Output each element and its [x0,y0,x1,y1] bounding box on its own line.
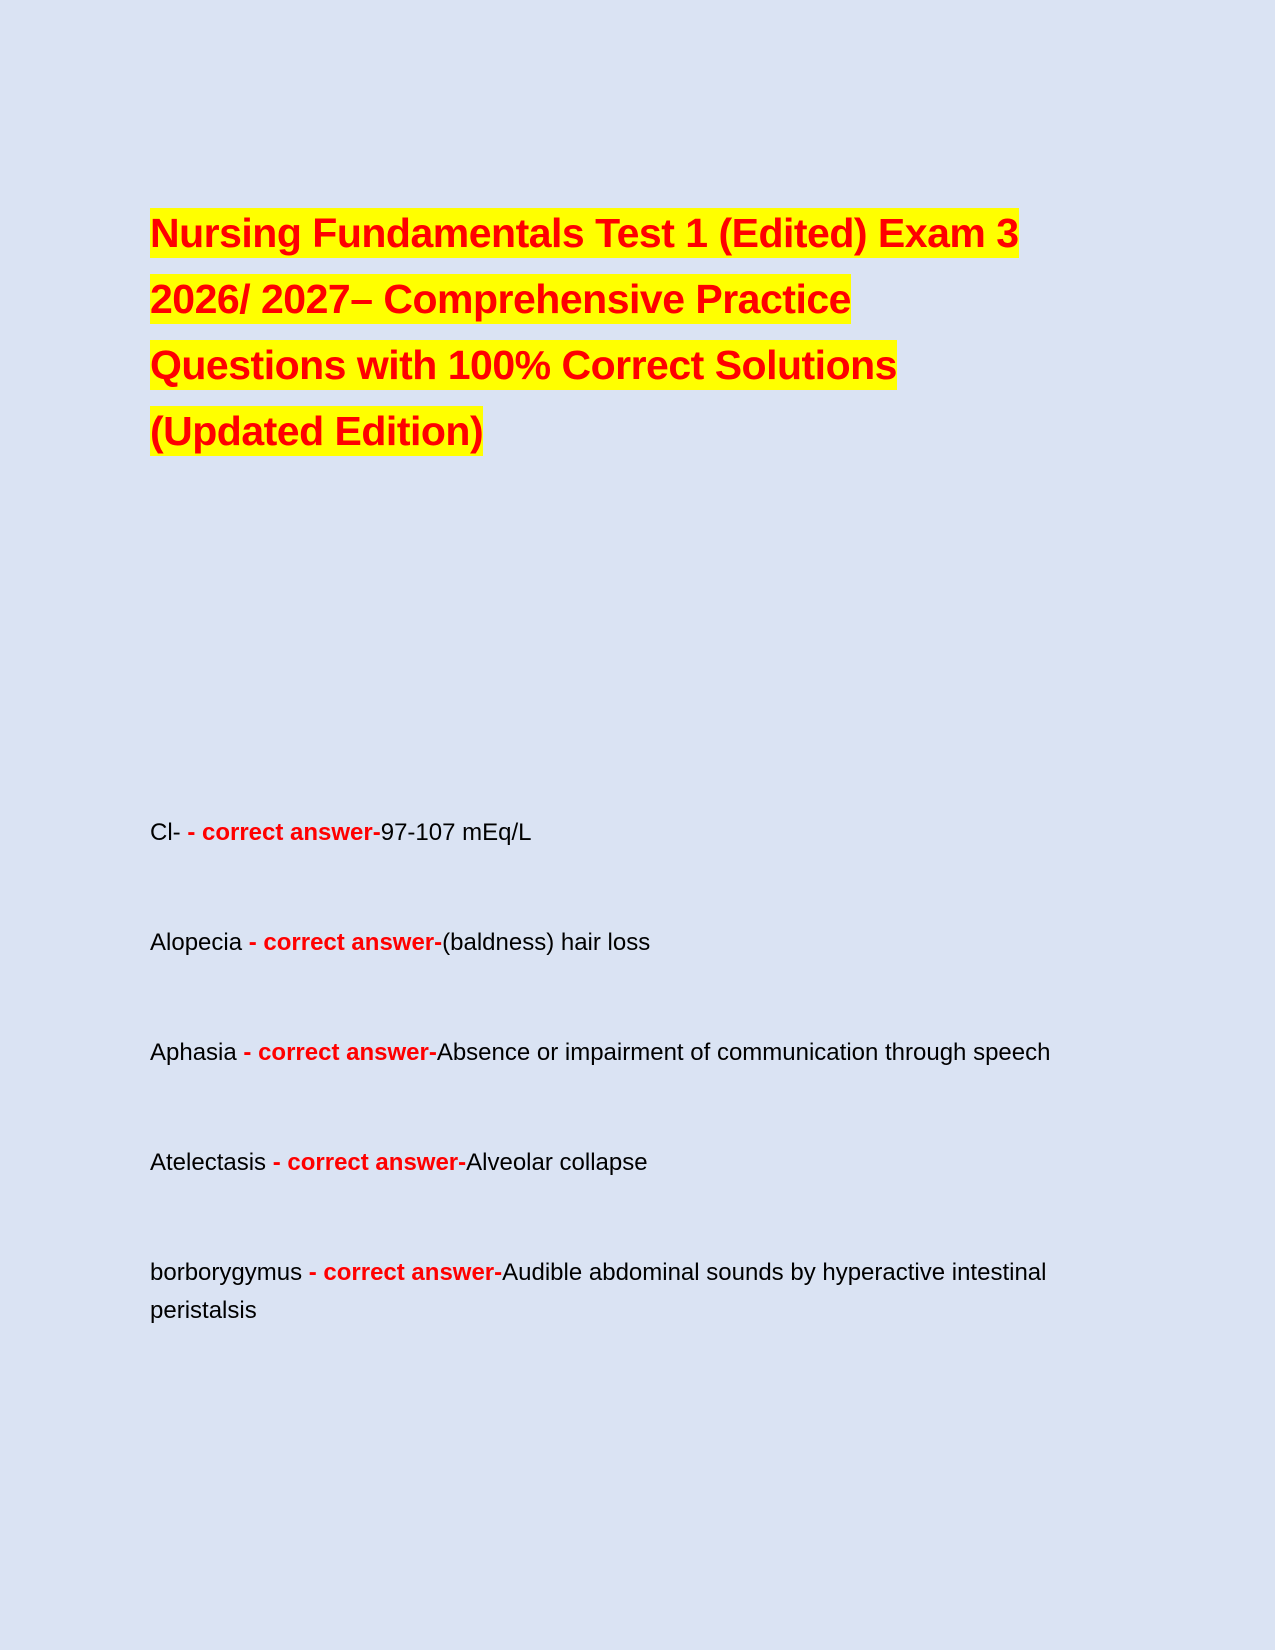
entry-answer: Audible abdominal sounds by hyperactive intestinal peristalsis [150,1259,1047,1324]
qa-entries [150,814,1080,1402]
title-line [150,266,1110,332]
title-line-text: Questions with 100% Correct Solutions [150,342,897,388]
entry-separator: - correct answer- [236,1039,437,1066]
entry-term: Aphasia [150,1039,237,1066]
entry-answer: 97-107 mEq/L [380,819,532,846]
title-line [150,332,1110,398]
entry-term: borborygymus [150,1259,303,1286]
document-title [150,200,1110,464]
title-line [150,200,1110,266]
qa-entry [150,1034,1080,1072]
entry-term: Alopecia [150,929,243,956]
qa-entry [150,814,1080,852]
title-line-text: Nursing Fundamentals Test 1 (Edited) Exam 3 [150,210,1019,256]
entry-separator: - correct answer- [302,1259,503,1286]
title-line-text: (Updated Edition) [150,408,484,454]
entry-separator: - correct answer- [242,929,443,956]
title-line-text: 2026/ 2027– Comprehensive Practice [150,276,851,322]
entry-answer: Absence or impairment of communication through speech [436,1039,1051,1066]
entry-term: Atelectasis [150,1149,267,1176]
title-line [150,398,1110,464]
qa-entry [150,1144,1080,1182]
entry-answer: (baldness) hair loss [442,929,651,956]
entry-separator: - correct answer- [180,819,381,846]
entry-term: Cl- [150,819,181,846]
qa-entry [150,924,1080,962]
qa-entry [150,1254,1080,1330]
entry-separator: - correct answer- [266,1149,467,1176]
entry-answer: Alveolar collapse [466,1149,648,1176]
